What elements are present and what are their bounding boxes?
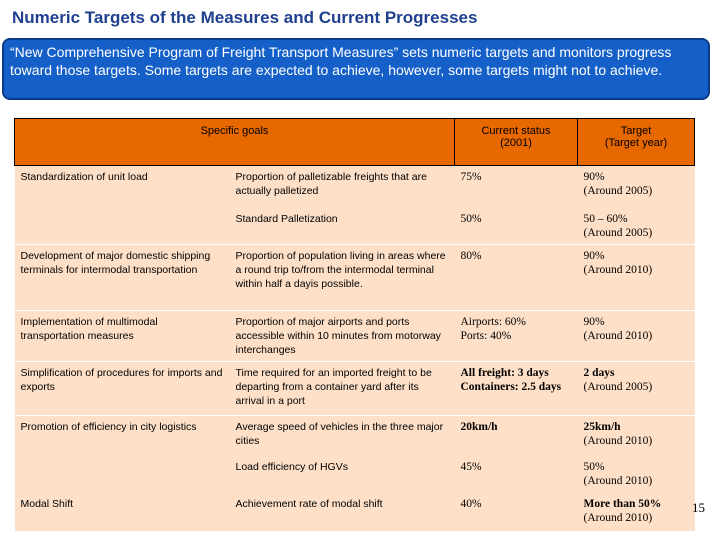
measure-cell: Average speed of vehicles in the three major cities bbox=[230, 416, 455, 456]
status-cell bbox=[455, 456, 578, 493]
target-value: 90% bbox=[583, 316, 605, 328]
target-cell bbox=[578, 166, 695, 208]
status-cell bbox=[455, 166, 578, 208]
status-cell bbox=[455, 362, 578, 416]
table-row bbox=[15, 311, 695, 362]
goal-cell bbox=[15, 456, 230, 493]
status-value: 40% bbox=[460, 497, 482, 510]
target-value: 25km/h bbox=[583, 421, 621, 433]
target-cell bbox=[578, 456, 695, 493]
target-cell bbox=[578, 208, 695, 245]
header-current-status bbox=[455, 119, 578, 166]
goal-cell: Development of major domestic shipping terminals for intermodal transportation bbox=[15, 245, 230, 311]
intro-box: “New Comprehensive Program of Freight Transport Measures” sets numeric targets and monitors progress toward those targets. Some targets are expected to achieve, however, some targets might not to achieve. bbox=[2, 38, 710, 100]
page-number: 15 bbox=[692, 500, 705, 515]
header-target-line1: Target bbox=[620, 125, 652, 137]
target-year: (Around 2005) bbox=[583, 381, 653, 393]
goal-cell: Standardization of unit load bbox=[15, 166, 230, 208]
target-year: (Around 2010) bbox=[583, 264, 653, 276]
table-row bbox=[15, 166, 695, 208]
status-cell bbox=[455, 245, 578, 311]
status-value-2: Ports: 40% bbox=[460, 330, 512, 342]
target-cell bbox=[578, 493, 695, 531]
status-cell bbox=[455, 208, 578, 245]
header-specific-goals: Specific goals bbox=[15, 119, 455, 166]
table-header-row bbox=[15, 119, 695, 166]
target-value: 2 days bbox=[583, 367, 615, 379]
status-value: 50% bbox=[460, 212, 482, 225]
measure-cell: Achievement rate of modal shift bbox=[230, 493, 455, 531]
table-row bbox=[15, 362, 695, 416]
header-status-line1: Current status bbox=[481, 125, 551, 137]
measure-cell: Proportion of population living in areas where a round trip to/from the intermodal terminal within half a dayis possible. bbox=[230, 245, 455, 311]
goal-cell: Simplification of procedures for imports and exports bbox=[15, 362, 230, 416]
target-year: (Around 2005) bbox=[583, 185, 653, 197]
status-cell bbox=[455, 416, 578, 456]
goal-cell: Promotion of efficiency in city logistics bbox=[15, 416, 230, 456]
target-value: 90% bbox=[583, 171, 605, 183]
target-year: (Around 2010) bbox=[583, 330, 653, 342]
target-year: (Around 2005) bbox=[583, 226, 653, 239]
status-value: Airports: 60% bbox=[460, 316, 526, 328]
table-row bbox=[15, 493, 695, 531]
target-year: (Around 2010) bbox=[583, 435, 653, 447]
goal-cell bbox=[15, 208, 230, 245]
status-value: All freight: 3 days bbox=[460, 367, 549, 379]
table-row bbox=[15, 456, 695, 493]
goal-cell: Implementation of multimodal transportation measures bbox=[15, 311, 230, 362]
target-value: 90% bbox=[583, 250, 605, 262]
status-value: 20km/h bbox=[460, 421, 498, 433]
header-target-line2: (Target year) bbox=[604, 137, 668, 149]
status-value: 80% bbox=[460, 250, 482, 262]
status-value-2: Containers: 2.5 days bbox=[460, 381, 562, 393]
target-cell bbox=[578, 311, 695, 362]
measure-cell: Time required for an imported freight to be departing from a container yard after its arrival in a port bbox=[230, 362, 455, 416]
header-status-line2: (2001) bbox=[500, 137, 532, 149]
target-value: 50 – 60% bbox=[583, 212, 628, 225]
status-value: 45% bbox=[460, 460, 482, 473]
target-cell bbox=[578, 362, 695, 416]
measure-cell: Proportion of palletizable freights that are actually palletized bbox=[230, 166, 455, 208]
status-cell bbox=[455, 493, 578, 531]
target-year: (Around 2010) bbox=[583, 474, 653, 487]
goal-cell: Modal Shift bbox=[15, 493, 230, 531]
status-cell bbox=[455, 311, 578, 362]
header-target bbox=[578, 119, 695, 166]
measure-cell: Standard Palletization bbox=[230, 208, 455, 245]
measure-cell: Load efficiency of HGVs bbox=[230, 456, 455, 493]
measure-cell: Proportion of major airports and ports accessible within 10 minutes from motorway interchanges bbox=[230, 311, 455, 362]
target-value: 50% bbox=[583, 460, 605, 473]
table-row bbox=[15, 245, 695, 311]
table-row bbox=[15, 416, 695, 456]
target-cell bbox=[578, 416, 695, 456]
slide-title: Numeric Targets of the Measures and Current Progresses bbox=[12, 8, 478, 27]
table-row bbox=[15, 208, 695, 245]
status-value: 75% bbox=[460, 171, 482, 183]
target-year: (Around 2010) bbox=[583, 511, 653, 524]
target-cell bbox=[578, 245, 695, 311]
targets-table bbox=[14, 118, 695, 531]
target-value: More than 50% bbox=[583, 497, 662, 510]
